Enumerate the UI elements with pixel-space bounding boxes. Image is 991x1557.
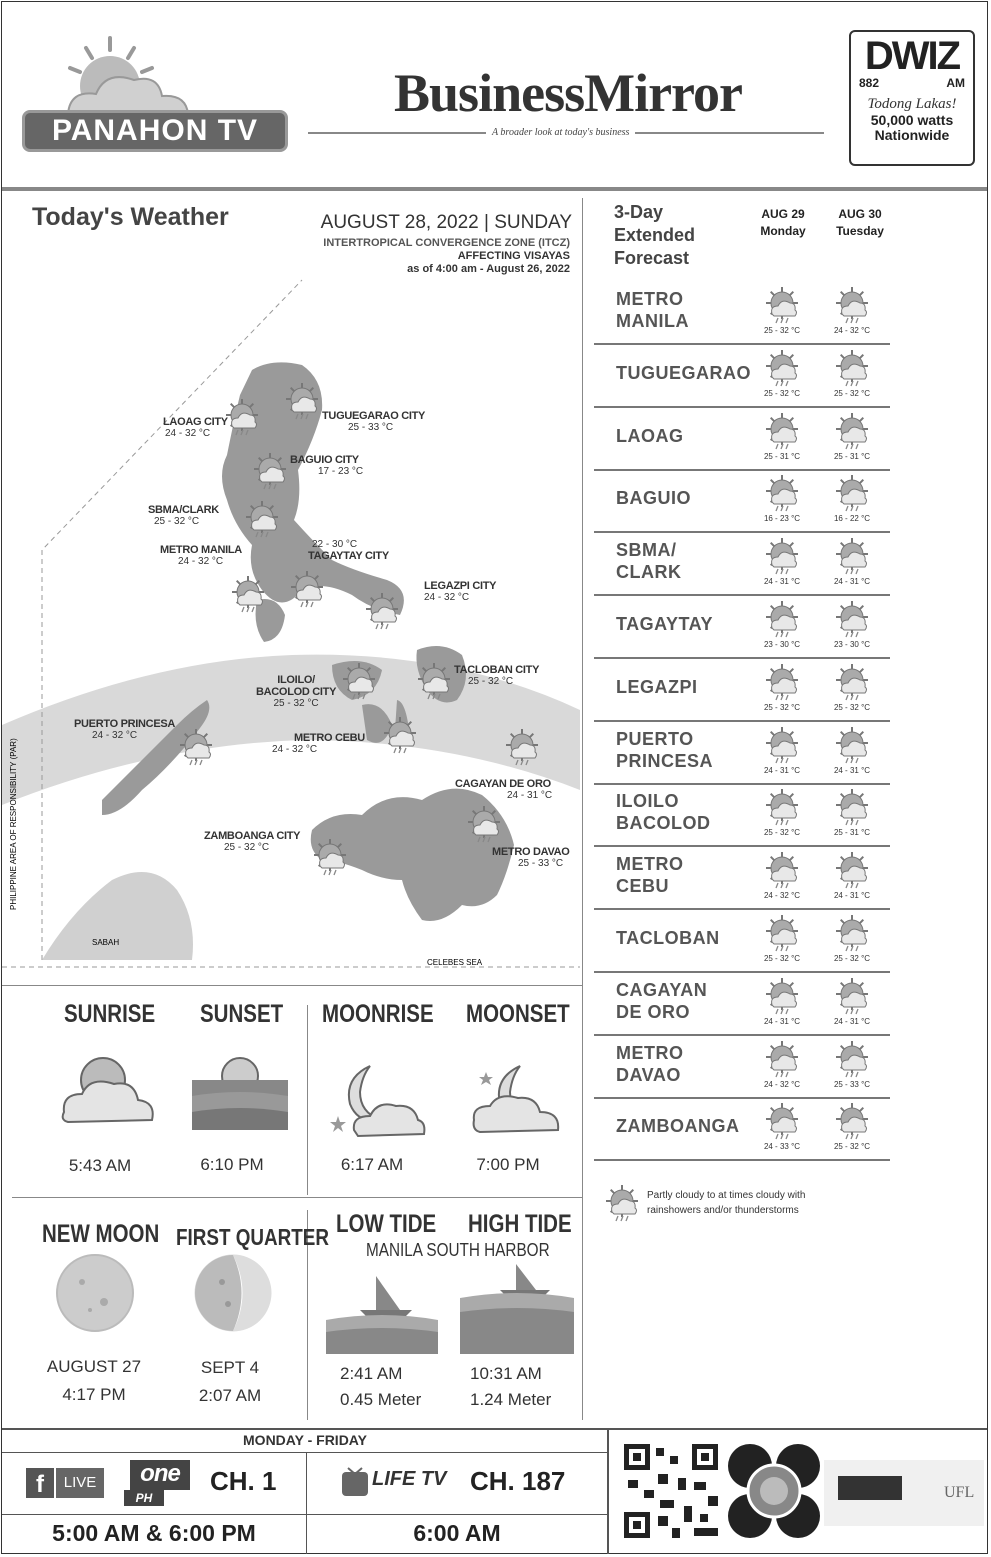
forecast-row bbox=[594, 1036, 890, 1099]
forecast-temp: 25 - 32 °C bbox=[833, 703, 871, 712]
map-city-tacloban bbox=[454, 664, 539, 687]
city-temp: 24 - 32 °C bbox=[178, 556, 224, 567]
city-name: SBMA/CLARK bbox=[148, 504, 219, 516]
forecast-temp: 25 - 31 °C bbox=[763, 452, 801, 461]
new-moon-label: NEW MOON bbox=[42, 1220, 160, 1248]
low-tide-icon bbox=[326, 1270, 438, 1354]
forecast-city bbox=[616, 425, 684, 447]
itcz-line: INTERTROPICAL CONVERGENCE ZONE (ITCZ) bbox=[323, 237, 570, 249]
weather-icon bbox=[766, 915, 798, 951]
forecast-temp: 25 - 32 °C bbox=[833, 1142, 871, 1151]
new-moon-date: AUGUST 27 bbox=[46, 1357, 142, 1376]
weather-icon bbox=[606, 1185, 638, 1221]
dwiz-freq: 882 bbox=[859, 76, 880, 90]
forecast-city-line1: METRO bbox=[616, 1043, 684, 1063]
forecast-temp: 25 - 32 °C bbox=[833, 954, 871, 963]
column-divider bbox=[582, 198, 583, 1420]
city-temp: 25 - 32 °C bbox=[154, 516, 200, 527]
forecast-city-line1: METRO bbox=[616, 854, 684, 874]
map-city-sbma bbox=[148, 504, 219, 527]
forecast-city-line2: CLARK bbox=[616, 562, 682, 582]
map-city-manila bbox=[160, 544, 242, 567]
section-rule bbox=[2, 985, 582, 986]
forecast-weather-icon bbox=[830, 598, 874, 642]
airtime-2: 6:00 AM bbox=[413, 1520, 501, 1546]
forecast-weather-icon bbox=[830, 347, 874, 391]
forecast-temp: 25 - 32 °C bbox=[833, 389, 871, 398]
first-quarter-icon bbox=[192, 1252, 274, 1334]
day-weekday: Monday bbox=[760, 224, 806, 238]
forecast-weather-icon bbox=[760, 661, 804, 705]
forecast-weather-icon bbox=[760, 535, 804, 579]
forecast-weather-icon bbox=[830, 535, 874, 579]
city-temp: 24 - 32 °C bbox=[165, 428, 211, 439]
channel-187: CH. 187 bbox=[470, 1466, 566, 1496]
par-label: PHILIPPINE AREA OF RESPONSIBILITY (PAR) bbox=[9, 738, 18, 910]
dwiz-band: AM bbox=[946, 76, 965, 90]
city-name: TUGUEGARAO CITY bbox=[322, 410, 426, 422]
city-name: METRO MANILA bbox=[160, 544, 242, 556]
weather-icon bbox=[766, 601, 798, 637]
qr-code-icon bbox=[624, 1444, 718, 1538]
dwiz-call-sign: DWIZ bbox=[864, 34, 960, 78]
dwiz-coverage: Nationwide bbox=[874, 127, 950, 143]
forecast-temp: 25 - 31 °C bbox=[833, 452, 871, 461]
forecast-city-line1: TAGAYTAY bbox=[616, 614, 714, 634]
weather-icon bbox=[314, 839, 346, 875]
forecast-weather-icon bbox=[760, 724, 804, 768]
first-quarter-label: FIRST QUARTER bbox=[176, 1224, 329, 1250]
forecast-title bbox=[614, 201, 695, 270]
forecast-city-line1: TACLOBAN bbox=[616, 928, 720, 948]
city-temp: 25 - 32 °C bbox=[468, 676, 514, 687]
forecast-temp: 16 - 22 °C bbox=[833, 514, 871, 523]
live-badge: LIVE bbox=[56, 1468, 104, 1498]
low-tide-label: LOW TIDE bbox=[336, 1210, 437, 1238]
forecast-weather-icon bbox=[760, 1038, 804, 1082]
city-name: METRO CEBU bbox=[294, 732, 365, 744]
forecast-temp: 16 - 23 °C bbox=[763, 514, 801, 523]
weather-icon bbox=[836, 475, 868, 511]
city-name: PUERTO PRINCESA bbox=[74, 718, 176, 730]
moonrise-icon bbox=[330, 1060, 430, 1140]
forecast-city bbox=[616, 979, 707, 1023]
forecast-row bbox=[594, 345, 890, 408]
lifetv-icon bbox=[340, 1464, 370, 1498]
low-tide-height: 0.45 Meter bbox=[340, 1390, 422, 1409]
dwiz-watts: 50,000 watts bbox=[870, 112, 954, 128]
high-tide-label: HIGH TIDE bbox=[468, 1210, 572, 1238]
city-name: TAGAYTAY CITY bbox=[308, 550, 389, 562]
dwiz-logo bbox=[849, 30, 975, 166]
weather-icon bbox=[836, 915, 868, 951]
sunset-time: 6:10 PM bbox=[200, 1155, 264, 1174]
forecast-weather-icon bbox=[760, 284, 804, 328]
forecast-row bbox=[594, 408, 890, 471]
forecast-weather-icon bbox=[830, 912, 874, 956]
forecast-city-line2: BACOLOD bbox=[616, 813, 711, 833]
map-city-iloilo bbox=[256, 674, 336, 709]
map-city-puerto bbox=[74, 718, 175, 741]
businessmirror-masthead: BusinessMirror bbox=[394, 63, 742, 123]
dwiz-slogan: Todong Lakas! bbox=[867, 96, 957, 112]
ufl-mark-icon bbox=[838, 1476, 902, 1500]
dwiz-frequency bbox=[851, 76, 973, 90]
forecast-city bbox=[616, 790, 711, 834]
forecast-city-line2: DE ORO bbox=[616, 1002, 691, 1022]
forecast-weather-icon bbox=[830, 284, 874, 328]
city-name: LEGAZPI CITY bbox=[424, 580, 497, 592]
first-quarter-time: 2:07 AM bbox=[198, 1386, 262, 1405]
moonset-icon bbox=[470, 1060, 570, 1140]
forecast-weather-icon bbox=[760, 347, 804, 391]
as-of-line: as of 4:00 am - August 26, 2022 bbox=[407, 263, 570, 275]
weather-icon bbox=[766, 287, 798, 323]
facebook-icon: f bbox=[26, 1468, 54, 1498]
forecast-city bbox=[616, 613, 713, 635]
celebes-sea-label: CELEBES SEA bbox=[427, 958, 483, 967]
forecast-row bbox=[594, 470, 890, 533]
sunset-label: SUNSET bbox=[200, 1000, 284, 1028]
weather-icon bbox=[766, 852, 798, 888]
forecast-title-1: 3-Day bbox=[614, 202, 664, 222]
forecast-city-line1: SBMA/ bbox=[616, 540, 677, 560]
moonset-label: MOONSET bbox=[466, 1000, 570, 1028]
high-tide-icon bbox=[460, 1260, 574, 1354]
city-temp: 25 - 32 °C bbox=[224, 842, 270, 853]
forecast-weather-icon bbox=[830, 724, 874, 768]
header-rule bbox=[2, 187, 987, 191]
low-tide-time: 2:41 AM bbox=[340, 1364, 403, 1383]
forecast-weather-icon bbox=[830, 786, 874, 830]
forecast-row bbox=[594, 659, 890, 722]
forecast-row bbox=[594, 784, 890, 847]
todays-weather-title: Today's Weather bbox=[32, 203, 229, 231]
forecast-city-line1: ZAMBOANGA bbox=[616, 1116, 740, 1136]
forecast-legend: Partly cloudy to at times cloudy with rainshowers and/or thunderstorms bbox=[647, 1190, 806, 1216]
forecast-city bbox=[616, 676, 698, 698]
weather-icon bbox=[766, 664, 798, 700]
map-city-cdo bbox=[455, 778, 552, 801]
weather-icon bbox=[836, 413, 868, 449]
forecast-city-line1: CAGAYAN bbox=[616, 980, 708, 1000]
bottom-rule bbox=[2, 1452, 608, 1453]
weather-icon bbox=[836, 1041, 868, 1077]
forecast-temp: 24 - 31 °C bbox=[833, 1017, 871, 1026]
forecast-row bbox=[594, 847, 890, 910]
forecast-city-line2: DAVAO bbox=[616, 1065, 681, 1085]
date-line: AUGUST 28, 2022 | SUNDAY bbox=[320, 212, 572, 233]
forecast-city bbox=[616, 853, 684, 897]
forecast-temp: 24 - 32 °C bbox=[763, 891, 801, 900]
forecast-city-line2: CEBU bbox=[616, 876, 670, 896]
forecast-city bbox=[616, 362, 751, 384]
forecast-weather-icon bbox=[830, 661, 874, 705]
forecast-row bbox=[594, 533, 890, 596]
weather-icon bbox=[766, 1041, 798, 1077]
city-temp: 22 - 30 °C bbox=[312, 539, 358, 550]
city-temp: 24 - 32 °C bbox=[424, 592, 470, 603]
forecast-city bbox=[616, 487, 691, 509]
sunset-icon bbox=[190, 1052, 290, 1132]
weather-icon bbox=[384, 717, 416, 753]
forecast-weather-icon bbox=[760, 472, 804, 516]
moonset-time: 7:00 PM bbox=[476, 1155, 540, 1174]
city-name: BAGUIO CITY bbox=[290, 454, 359, 466]
forecast-temp: 24 - 32 °C bbox=[833, 326, 871, 335]
sunrise-label: SUNRISE bbox=[64, 1000, 156, 1028]
forecast-temp: 24 - 32 °C bbox=[763, 1080, 801, 1089]
forecast-row bbox=[594, 282, 890, 345]
city-name: CAGAYAN DE ORO bbox=[455, 778, 551, 790]
map-city-laoag bbox=[163, 416, 228, 439]
weather-icon bbox=[766, 475, 798, 511]
forecast-city-line1: TUGUEGARAO bbox=[616, 363, 751, 383]
forecast-weather-icon bbox=[760, 912, 804, 956]
forecast-city-line1: ILOILO bbox=[616, 791, 679, 811]
forecast-temp: 24 - 31 °C bbox=[763, 577, 801, 586]
forecast-weather-icon bbox=[760, 975, 804, 1019]
forecast-temp: 25 - 32 °C bbox=[763, 828, 801, 837]
first-quarter-date: SEPT 4 bbox=[200, 1358, 260, 1377]
forecast-weather-icon bbox=[760, 410, 804, 454]
pagasa-seal-icon bbox=[728, 1444, 820, 1538]
forecast-weather-icon bbox=[830, 975, 874, 1019]
forecast-temp: 24 - 31 °C bbox=[763, 1017, 801, 1026]
sunrise-time: 5:43 AM bbox=[68, 1156, 132, 1175]
forecast-weather-icon bbox=[830, 849, 874, 893]
weather-icon bbox=[836, 287, 868, 323]
forecast-city bbox=[616, 927, 720, 949]
forecast-temp: 24 - 31 °C bbox=[833, 891, 871, 900]
forecast-weather-icon bbox=[760, 849, 804, 893]
forecast-weather-icon bbox=[830, 1038, 874, 1082]
forecast-temp: 25 - 32 °C bbox=[763, 326, 801, 335]
high-tide-time: 10:31 AM bbox=[470, 1364, 542, 1383]
weather-icon bbox=[836, 350, 868, 386]
forecast-weather-icon bbox=[830, 1100, 874, 1144]
map-city-legazpi bbox=[424, 580, 496, 603]
weather-icon bbox=[836, 664, 868, 700]
city-name: ILOILO/ bbox=[277, 674, 315, 686]
forecast-weather-icon bbox=[760, 598, 804, 642]
channel-1: CH. 1 bbox=[210, 1466, 277, 1496]
map-city-baguio bbox=[290, 454, 363, 477]
map-city-tuguegarao bbox=[322, 410, 425, 433]
forecast-city bbox=[616, 728, 713, 772]
forecast-row bbox=[594, 973, 890, 1036]
bottom-rule-2 bbox=[2, 1514, 608, 1515]
forecast-weather-icon bbox=[760, 1100, 804, 1144]
moonrise-time: 6:17 AM bbox=[340, 1155, 404, 1174]
weather-icon bbox=[366, 593, 398, 629]
forecast-day-2 bbox=[825, 206, 895, 240]
forecast-city-line1: PUERTO bbox=[616, 729, 694, 749]
city-temp: 17 - 23 °C bbox=[318, 466, 364, 477]
weather-icon bbox=[766, 978, 798, 1014]
city-temp: 25 - 32 °C bbox=[273, 698, 319, 709]
forecast-title-2: Extended bbox=[614, 225, 696, 245]
tide-location: MANILA SOUTH HARBOR bbox=[366, 1240, 550, 1260]
weather-icon bbox=[836, 978, 868, 1014]
forecast-temp: 25 - 32 °C bbox=[763, 703, 801, 712]
city-temp: 24 - 31 °C bbox=[507, 790, 553, 801]
weather-icon bbox=[180, 729, 212, 765]
forecast-temp: 25 - 31 °C bbox=[833, 828, 871, 837]
weather-icon bbox=[766, 727, 798, 763]
one-ph-logo: one bbox=[130, 1460, 190, 1490]
new-moon-time: 4:17 PM bbox=[62, 1385, 126, 1404]
forecast-city-line2: PRINCESA bbox=[616, 751, 714, 771]
forecast-temp: 24 - 31 °C bbox=[833, 577, 871, 586]
moonrise-label: MOONRISE bbox=[322, 1000, 434, 1028]
forecast-city bbox=[616, 539, 682, 583]
forecast-temp: 24 - 31 °C bbox=[833, 766, 871, 775]
forecast-city bbox=[616, 1115, 740, 1137]
city-name: ZAMBOANGA CITY bbox=[204, 830, 301, 842]
weather-icon bbox=[766, 413, 798, 449]
section-rule-2 bbox=[12, 1197, 582, 1198]
astro-divider bbox=[307, 1005, 308, 1195]
schedule-days: MONDAY - FRIDAY bbox=[243, 1432, 367, 1448]
forecast-city-line1: METRO bbox=[616, 289, 684, 309]
forecast-temp: 25 - 33 °C bbox=[833, 1080, 871, 1089]
one-ph-sub: PH bbox=[124, 1490, 164, 1506]
weather-icon bbox=[766, 350, 798, 386]
city-name: METRO DAVAO bbox=[492, 846, 570, 858]
forecast-weather-icon bbox=[830, 410, 874, 454]
forecast-day-1 bbox=[748, 206, 818, 240]
forecast-weather-icon bbox=[830, 472, 874, 516]
forecast-row bbox=[594, 722, 890, 785]
city-temp: 24 - 32 °C bbox=[272, 744, 318, 755]
forecast-row bbox=[594, 596, 890, 659]
city-temp: 24 - 32 °C bbox=[92, 730, 138, 741]
forecast-city bbox=[616, 1042, 684, 1086]
high-tide-height: 1.24 Meter bbox=[470, 1390, 552, 1409]
lifetv-logo: LIFE TV bbox=[372, 1468, 447, 1490]
forecast-row bbox=[594, 910, 890, 973]
weather-icon bbox=[766, 1103, 798, 1139]
weather-icon bbox=[836, 601, 868, 637]
forecast-weather-icon bbox=[760, 786, 804, 830]
weather-icon bbox=[766, 538, 798, 574]
city-name-2: BACOLOD CITY bbox=[256, 686, 337, 698]
city-temp: 25 - 33 °C bbox=[518, 858, 564, 869]
forecast-row bbox=[594, 1098, 890, 1161]
map-city-cebu bbox=[272, 732, 365, 755]
sun-cloud-logo-icon bbox=[48, 34, 198, 114]
weather-icon bbox=[836, 538, 868, 574]
masthead-tagline: A broader look at today's business bbox=[486, 127, 635, 138]
weather-icon bbox=[836, 727, 868, 763]
forecast-title-3: Forecast bbox=[614, 248, 690, 268]
day-date: AUG 30 bbox=[838, 207, 882, 221]
affecting-line: AFFECTING VISAYAS bbox=[457, 250, 570, 262]
city-temp: 25 - 33 °C bbox=[348, 422, 394, 433]
forecast-city-line1: BAGUIO bbox=[616, 488, 691, 508]
forecast-city bbox=[616, 288, 689, 332]
forecast-temp: 23 - 30 °C bbox=[833, 640, 871, 649]
sabah-label: SABAH bbox=[92, 938, 120, 947]
forecast-temp: 25 - 32 °C bbox=[763, 389, 801, 398]
city-name: TACLOBAN CITY bbox=[454, 664, 540, 676]
day-date: AUG 29 bbox=[761, 207, 805, 221]
ufl-text: UFL bbox=[944, 1484, 975, 1501]
forecast-temp: 25 - 32 °C bbox=[763, 954, 801, 963]
airtime-1: 5:00 AM & 6:00 PM bbox=[52, 1520, 256, 1546]
sunrise-icon bbox=[58, 1050, 158, 1130]
forecast-city-line1: LEGAZPI bbox=[616, 677, 698, 697]
weather-icon bbox=[836, 1103, 868, 1139]
panahon-tv-logo: PANAHON TV bbox=[22, 110, 288, 152]
map-city-davao bbox=[492, 846, 570, 869]
forecast-temp: 23 - 30 °C bbox=[763, 640, 801, 649]
new-moon-icon bbox=[54, 1252, 136, 1334]
map-city-tagaytay bbox=[308, 539, 389, 562]
forecast-temp: 24 - 33 °C bbox=[763, 1142, 801, 1151]
weather-icon bbox=[291, 571, 323, 607]
day-weekday: Tuesday bbox=[836, 224, 884, 238]
weather-icon bbox=[836, 789, 868, 825]
forecast-city-line2: MANILA bbox=[616, 311, 689, 331]
forecast-city-line1: LAOAG bbox=[616, 426, 684, 446]
city-name: LAOAG CITY bbox=[163, 416, 228, 428]
legend-weather-icon bbox=[602, 1184, 642, 1224]
forecast-temp: 24 - 31 °C bbox=[763, 766, 801, 775]
weather-icon bbox=[766, 789, 798, 825]
map-city-zamboanga bbox=[204, 830, 300, 853]
weather-icon bbox=[836, 852, 868, 888]
